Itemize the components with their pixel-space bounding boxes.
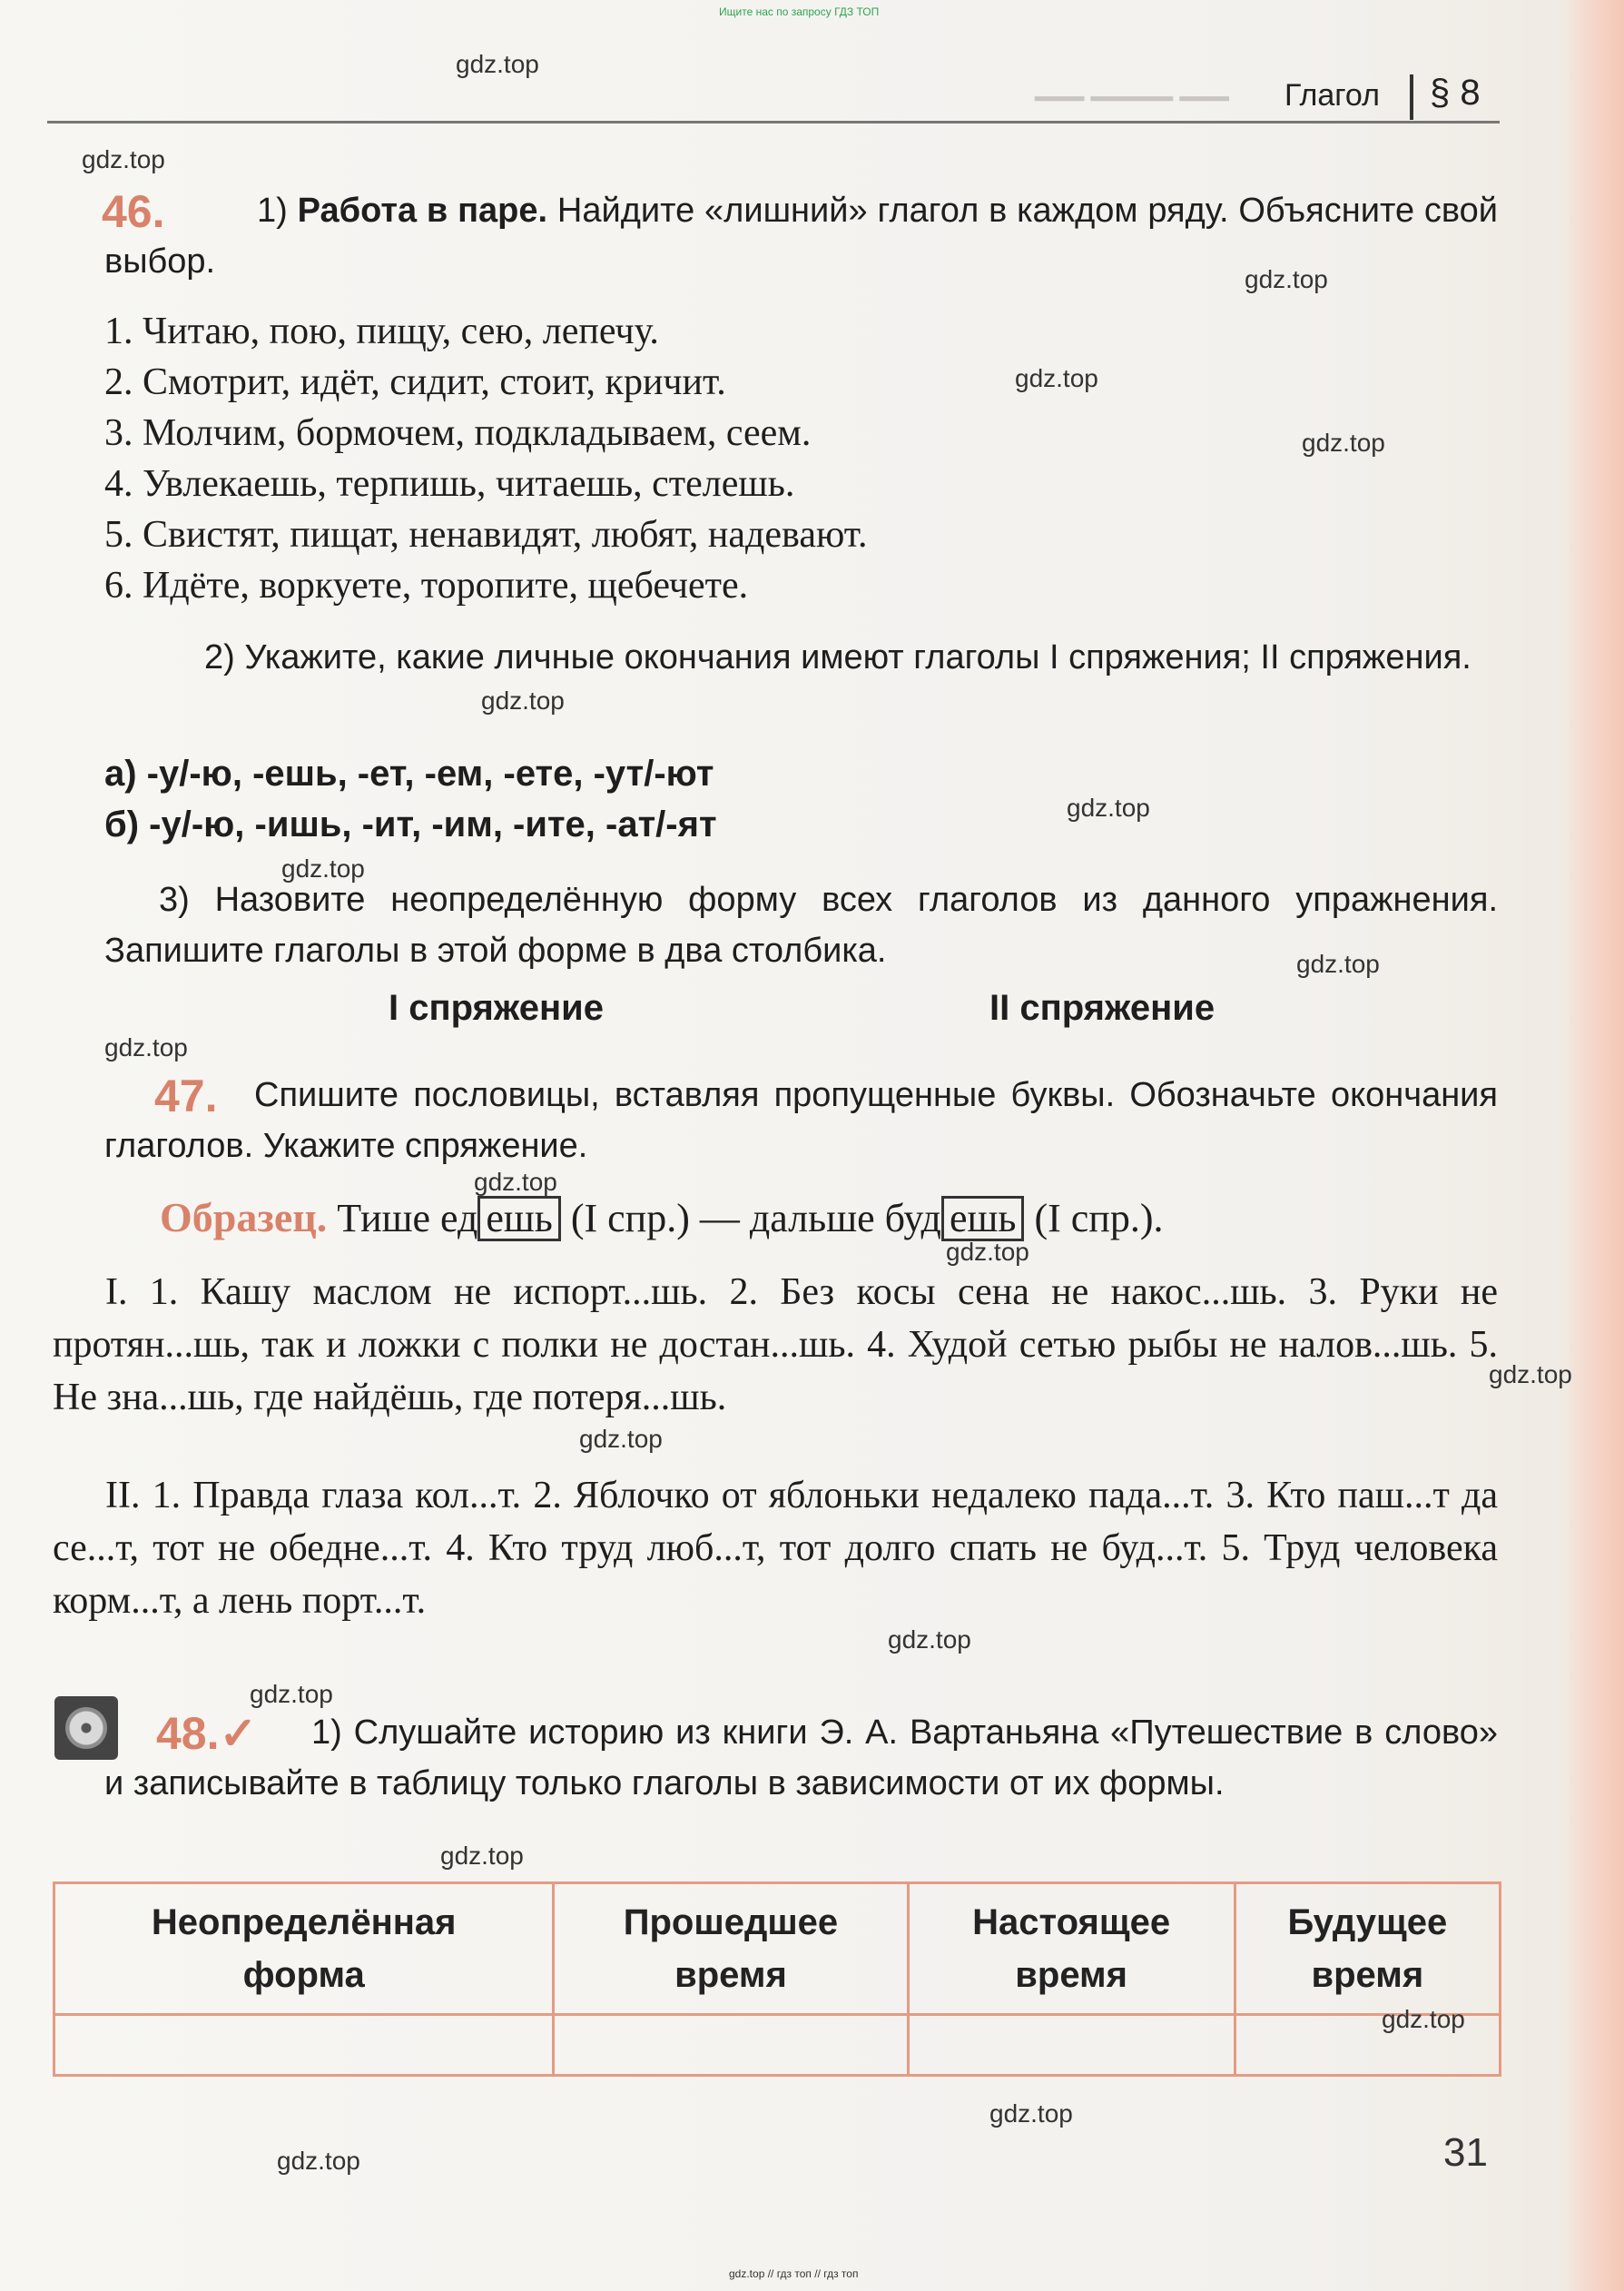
verb-row: 2. Смотрит, идёт, сидит, стоит, кричит.	[104, 361, 726, 403]
verb-row: 1. Читаю, пою, пищу, сею, лепечу.	[104, 311, 659, 352]
task-bold-label: Работа в паре.	[297, 192, 548, 230]
page-number: 31	[1443, 2130, 1488, 2175]
table-cell	[554, 2015, 908, 2076]
exercise-46-task-3: 3) Назовите неопределённую форму всех глаголов из данного упражнения. Запишите глаголы в этой форме в два столбика.	[104, 881, 1498, 970]
checkmark-icon: ✓	[219, 1708, 258, 1759]
endings-row-a: а) -у/-ю, -ешь, -ет, -ем, -ете, -ут/-ют	[104, 754, 714, 794]
watermark: gdz.top	[1015, 364, 1098, 392]
endings-row-b: б) -у/-ю, -ишь, -ит, -им, -ите, -ат/-ят	[104, 805, 717, 844]
footer-banner: gdz.top // гдз топ // гдз топ	[729, 2267, 859, 2280]
watermark: gdz.top	[1067, 794, 1150, 822]
watermark: gdz.top	[104, 1033, 188, 1062]
watermark: gdz.top	[82, 145, 165, 173]
watermark: gdz.top	[946, 1238, 1029, 1266]
verb-row: 6. Идёте, воркуете, торопите, щебечете.	[104, 565, 749, 607]
watermark: gdz.top	[989, 2099, 1073, 2128]
watermark: gdz.top	[474, 1168, 557, 1196]
top-banner: Ищите нас по запросу ГДЗ ТОП	[719, 5, 880, 18]
watermark: gdz.top	[440, 1842, 524, 1870]
exercise-number: 46.	[102, 186, 165, 237]
watermark: gdz.top	[281, 854, 365, 883]
task-number: 1)	[257, 192, 288, 230]
proverbs-group-2: II. 1. Правда глаза кол...т. 2. Яблочко от яблоньки недалеко пада...т. 3. Кто паш...т да се...т, тот не обедне...т. 4. Кто труд люб...т, тот долго спать не буд...т. 5. Труд человека корм...т, а лень порт...т.	[53, 1475, 1498, 1622]
column-heading-2: II спряжение	[989, 988, 1216, 1028]
table-header-row	[54, 1883, 1501, 2015]
watermark: gdz.top	[250, 1680, 333, 1708]
table-row	[54, 2015, 1501, 2076]
watermark: gdz.top	[1489, 1360, 1572, 1388]
task-text: Найдите «лишний» глагол в каждом ряду. Объясните свой выбор.	[104, 192, 1499, 281]
table-cell	[908, 2015, 1235, 2076]
bleed-through-text: ━━━ ━━━━━ ━━━	[1035, 84, 1229, 114]
exercise-46-task-2: 2) Укажите, какие личные окончания имеют глаголы I спряжения; II спряжения.	[204, 638, 1471, 676]
header-rule	[47, 121, 1500, 123]
sample-text: (I спр.).	[1034, 1196, 1164, 1240]
table-header-cell: Прошедшее время	[554, 1883, 908, 2015]
verb-row: 4. Увлекаешь, терпишь, читаешь, стелешь.	[104, 463, 795, 505]
verb-row: 5. Свистят, пищат, ненавидят, любят, надевают.	[104, 514, 868, 556]
verb-row: 3. Молчим, бормочем, подкладываем, сеем.	[104, 412, 812, 454]
table-header-cell: Будущее время	[1235, 1883, 1500, 2015]
watermark: gdz.top	[456, 50, 539, 78]
running-header-title: Глагол	[1284, 78, 1380, 113]
ending-box: ешь	[477, 1196, 560, 1241]
watermark: gdz.top	[579, 1425, 663, 1453]
exercise-number: 48.	[156, 1708, 220, 1759]
exercise-48-instructions: 1) Слушайте историю из книги Э. А. Вартаньяна «Путешествие в слово» и записывайте в таблицу только глаголы в зависимости от их формы.	[104, 1713, 1498, 1802]
proverbs-group-1: I. 1. Кашу маслом не испорт...шь. 2. Без косы сена не накос...шь. 3. Руки не протян...шь, так и ложки с полки не достан...шь. 4. Худой сетью рыбы не налов...шь. 5. Не зна...шь, где найдёшь, где потеря...шь.	[53, 1271, 1498, 1418]
watermark: gdz.top	[481, 686, 565, 715]
watermark: gdz.top	[1296, 950, 1380, 978]
column-heading-1: I спряжение	[389, 988, 604, 1028]
page-edge-shadow	[1570, 0, 1624, 2291]
watermark: gdz.top	[277, 2147, 360, 2175]
table-header-cell: Неопределённая форма	[54, 1883, 554, 2015]
sample-text: (I спр.) — дальше буд	[570, 1196, 941, 1240]
watermark: gdz.top	[1382, 2005, 1465, 2033]
watermark: gdz.top	[888, 1625, 971, 1654]
section-number: § 8	[1430, 73, 1481, 113]
table-cell	[54, 2015, 554, 2076]
sample-label: Образец.	[160, 1194, 328, 1240]
watermark: gdz.top	[1245, 265, 1328, 293]
header-divider	[1410, 74, 1413, 120]
table-header-cell: Настоящее время	[908, 1883, 1235, 2015]
sample-text: Тише ед	[337, 1196, 478, 1240]
exercise-number: 47.	[154, 1071, 218, 1121]
verb-forms-table	[53, 1881, 1501, 2077]
ending-box: ешь	[941, 1196, 1024, 1241]
exercise-47-instructions: Спишите пословицы, вставляя пропущенные буквы. Обозначьте окончания глаголов. Укажите спряжение.	[104, 1076, 1498, 1165]
watermark: gdz.top	[1302, 429, 1385, 457]
